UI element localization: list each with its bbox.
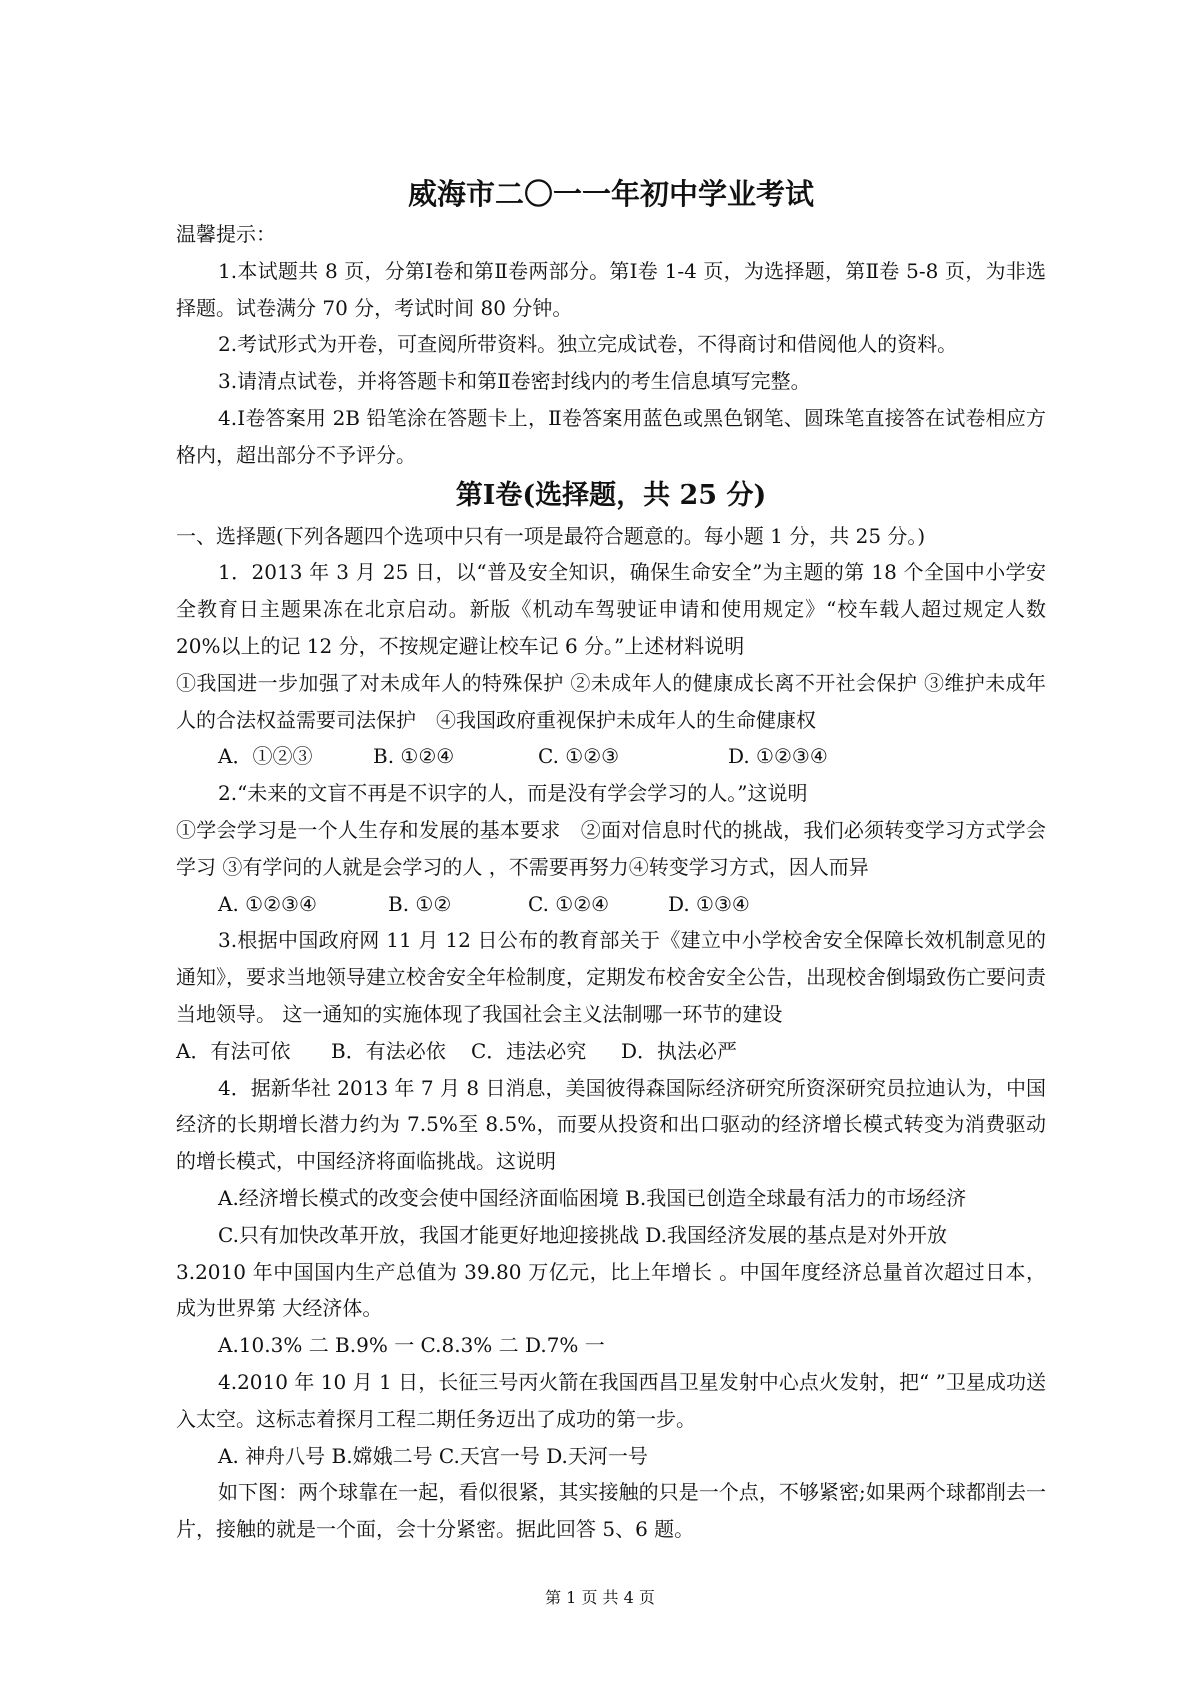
option-d: D. ①②③④ — [728, 744, 828, 769]
tips-label: 温馨提示： — [176, 222, 276, 246]
question-4-options-line2: C.只有加快改革开放，我国才能更好地迎接挑战 D.我国经济发展的基点是对外开放 — [218, 1222, 947, 1247]
option-d: D. ①③④ — [668, 891, 750, 916]
question-1-stem: 1．2013 年 3 月 25 日，以“普及安全知识，确保生命安全”为主题的第 18 个全国中小学安全教育日主题果冻在北京启动。新版《机动车驾驶证申请和使用规定》“校车载人超过规定人数 20%以上的记 12 分，不按规定避让校车记 6 分。”上述材料说明 — [176, 560, 1046, 658]
question-6-options: A. 神舟八号 B.嫦娥二号 C.天宫一号 D.天河一号 — [218, 1443, 648, 1468]
option-b: B. ①②④ — [373, 744, 455, 769]
question-4-stem: 4．据新华社 2013 年 7 月 8 日消息，美国彼得森国际经济研究所资深研究员拉迪认为，中国经济的长期增长潜力约为 7.5%至 8.5%，而要从投资和出口驱动的经济增长模式转变为消费驱动的增长模式，中国经济将面临挑战。这说明 — [176, 1075, 1046, 1174]
question-3-stem: 3.根据中国政府网 11 月 12 日公布的教育部关于《建立中小学校舍安全保障长效机制意见的通知》，要求当地领导建立校舍安全年检制度，定期发布校舍安全公告，出现校舍倒塌致伤亡要问责当地领导。 这一通知的实施体现了我国社会主义法制哪一环节的建设 — [176, 928, 1046, 1026]
page-footer: 第 1 页 共 4 页 — [545, 1588, 655, 1607]
tip-item: 4.Ⅰ卷答案用 2B 铅笔涂在答题卡上，Ⅱ卷答案用蓝色或黑色钢笔、圆珠笔直接答在试卷相应方格内，超出部分不予评分。 — [176, 405, 1046, 467]
question-1-options — [176, 738, 1046, 775]
question-7-stem: 如下图：两个球靠在一起，看似很紧，其实接触的只是一个点，不够紧密;如果两个球都削去一片，接触的就是一个面，会十分紧密。据此回答 5、6 题。 — [176, 1480, 1046, 1542]
tip-item: 2.考试形式为开卷，可查阅所带资料。独立完成试卷，不得商讨和借阅他人的资料。 — [218, 332, 958, 357]
option-b: B．有法必依 — [331, 1038, 446, 1063]
section-intro: 一、选择题(下列各题四个选项中只有一项是最符合题意的。每小题 1 分，共 25 分。) — [176, 523, 926, 548]
exam-title: 威海市二〇一一年初中学业考试 — [407, 177, 814, 211]
question-5-stem: 3.2010 年中国国内生产总值为 39.80 万亿元，比上年增长 。中国年度经济总量首次超过日本，成为世界第 大经济体。 — [176, 1259, 1046, 1321]
option-c: C. ①②③ — [538, 744, 620, 769]
question-6-stem: 4.2010 年 10 月 1 日，长征三号丙火箭在我国西昌卫星发射中心点火发射，把“ ”卫星成功送入太空。这标志着探月工程二期任务迈出了成功的第一步。 — [176, 1369, 1046, 1431]
exam-content — [176, 172, 1046, 1548]
question-2-stem: 2.“未来的文盲不再是不识字的人，而是没有学会学习的人。”这说明 — [218, 781, 808, 806]
option-a: A. ①②③④ — [218, 891, 317, 916]
tip-item: 1.本试题共 8 页，分第Ⅰ卷和第Ⅱ卷两部分。第Ⅰ卷 1-4 页，为选择题，第Ⅱ卷 5-8 页，为非选择题。试卷满分 70 分，考试时间 80 分钟。 — [176, 258, 1046, 320]
question-1-statements: ①我国进一步加强了对未成年人的特殊保护 ②未成年人的健康成长离不开社会保护 ③维护未成年人的合法权益需要司法保护 ④我国政府重视保护未成年人的生命健康权 — [176, 670, 1046, 732]
question-3-options — [176, 1033, 1046, 1070]
tip-item: 3.请清点试卷，并将答题卡和第Ⅱ卷密封线内的考生信息填写完整。 — [218, 369, 811, 394]
question-5-options: A.10.3% 二 B.9% 一 C.8.3% 二 D.7% 一 — [218, 1333, 605, 1358]
option-c: C. ①②④ — [528, 891, 610, 916]
option-a: A．①②③ — [218, 744, 313, 769]
question-2-statements: ①学会学习是一个人生存和发展的基本要求 ②面对信息时代的挑战，我们必须转变学习方式学会学习 ③有学问的人就是会学习的人 ，不需要再努力④转变学习方式，因人而异 — [176, 817, 1046, 879]
option-b: B. ①② — [388, 891, 452, 916]
option-a: A．有法可依 — [176, 1038, 291, 1063]
option-c: C．违法必究 — [471, 1038, 587, 1063]
question-2-options — [176, 886, 1046, 923]
option-d: D．执法必严 — [621, 1038, 738, 1063]
section-title: 第Ⅰ卷(选择题，共 25 分) — [455, 479, 767, 511]
question-4-options-line1: A.经济增长模式的改变会使中国经济面临困境 B.我国已创造全球最有活力的市场经济 — [218, 1185, 967, 1210]
